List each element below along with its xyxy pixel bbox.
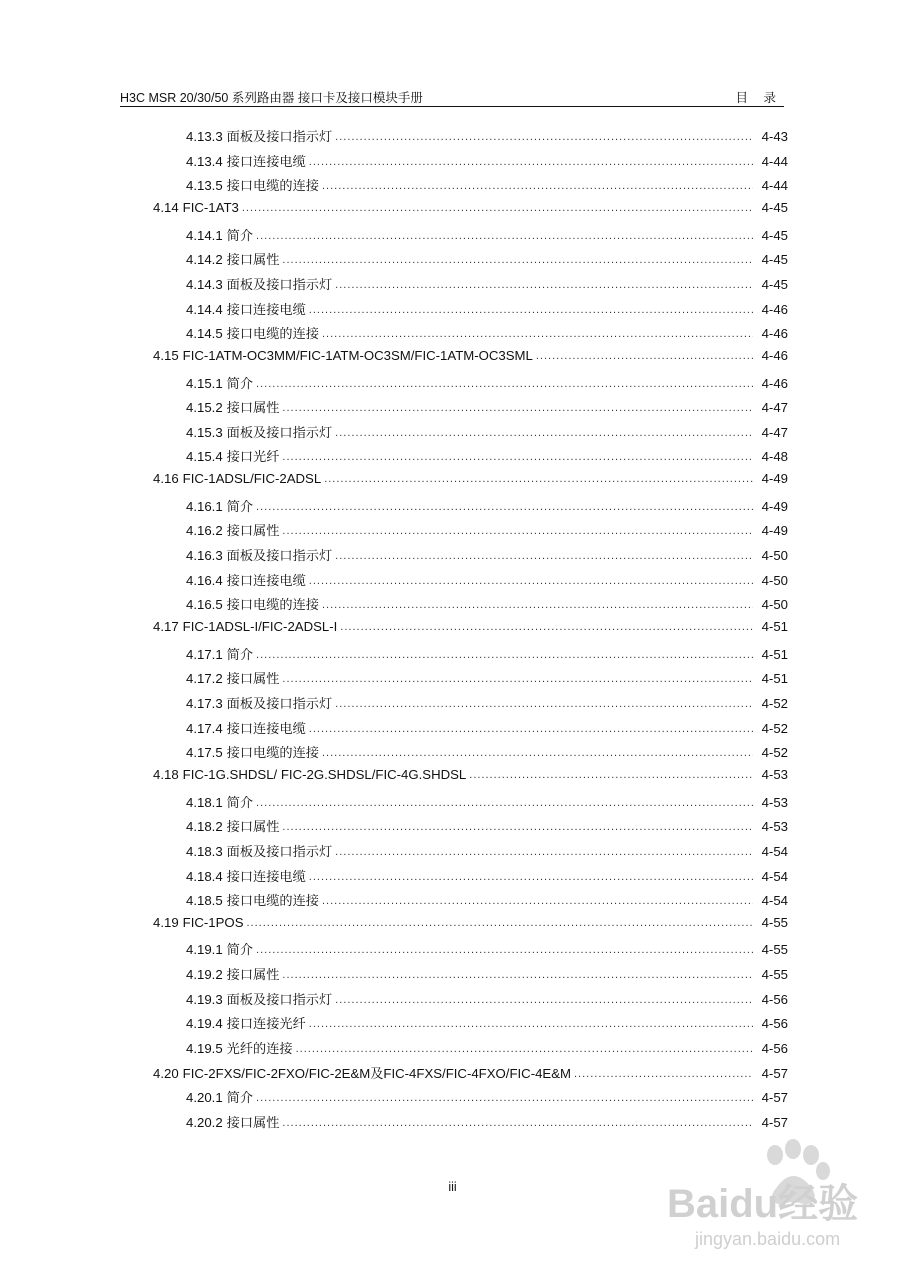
toc-entry-number: 4.19.4 (186, 1016, 223, 1032)
toc-entry-number: 4.18.5 (186, 893, 223, 909)
toc-entry[interactable] (186, 274, 788, 292)
toc-leader-dots (242, 202, 753, 214)
toc-entry-page: 4-48 (761, 449, 788, 465)
toc-entry-page: 4-55 (761, 914, 788, 930)
toc-entry-number: 4.13.4 (186, 153, 223, 169)
toc-entry-page: 4-45 (761, 252, 788, 268)
toc-entry-number: 4.18 (153, 766, 179, 782)
toc-entry[interactable] (186, 866, 788, 884)
toc-entry-page: 4-56 (761, 991, 788, 1007)
toc-entry[interactable] (186, 1112, 788, 1130)
toc-entry-number: 4.15.2 (186, 400, 223, 416)
toc-entry-number: 4.19.1 (186, 942, 223, 958)
toc-entry[interactable] (186, 545, 788, 563)
toc-entry[interactable] (186, 175, 788, 193)
toc-entry-title: 简介 (226, 942, 254, 958)
toc-entry-number: 4.14 (153, 199, 179, 215)
toc-entry[interactable] (186, 841, 788, 859)
toc-entry[interactable] (153, 200, 788, 218)
toc-entry[interactable] (153, 619, 788, 637)
toc-entry-number: 4.18.4 (186, 868, 223, 884)
toc-entry-title: 接口属性 (226, 671, 280, 687)
toc-entry-title: 简介 (226, 498, 254, 514)
toc-entry-page: 4-46 (761, 375, 788, 391)
toc-entry-title: 接口连接电缆 (226, 301, 306, 317)
toc-entry-number: 4.16 (153, 471, 179, 487)
toc-entry-number: 4.17.2 (186, 671, 223, 687)
toc-entry[interactable] (186, 816, 788, 834)
toc-entry-number: 4.19.5 (186, 1041, 223, 1057)
toc-leader-dots (282, 673, 753, 685)
toc-entry-page: 4-57 (761, 1115, 788, 1130)
toc-entry-number: 4.15 (153, 347, 179, 363)
toc-entry[interactable] (186, 939, 788, 957)
toc-entry[interactable] (186, 594, 788, 612)
toc-entry[interactable] (186, 1038, 788, 1056)
toc-entry-page: 4-49 (761, 523, 788, 539)
toc-leader-dots (256, 649, 753, 661)
toc-entry-title: FIC-1AT3 (182, 199, 239, 215)
toc-entry[interactable] (186, 989, 788, 1007)
page-number: iii (448, 1180, 457, 1194)
toc-entry-page: 4-50 (761, 548, 788, 564)
toc-entry-number: 4.16.5 (186, 597, 223, 613)
toc-entry-number: 4.14.4 (186, 301, 223, 317)
toc-entry-number: 4.15.3 (186, 424, 223, 440)
toc-entry[interactable] (186, 693, 788, 711)
toc-entry[interactable] (186, 644, 788, 662)
toc-entry-page: 4-53 (761, 766, 788, 782)
toc-leader-dots (282, 451, 753, 463)
toc-entry-page: 4-45 (761, 227, 788, 243)
header-title: H3C MSR 20/30/50 系列路由器 接口卡及接口模块手册 (120, 91, 423, 105)
toc-entry-title: 接口连接电缆 (226, 868, 306, 884)
toc-leader-dots (536, 350, 753, 362)
toc-leader-dots (322, 328, 753, 340)
toc-entry-page: 4-44 (761, 178, 788, 194)
toc-leader-dots (335, 550, 753, 562)
toc-entry-page: 4-51 (761, 646, 788, 662)
toc-entry[interactable] (186, 964, 788, 982)
toc-entry-page: 4-52 (761, 695, 788, 711)
toc-entry-page: 4-47 (761, 424, 788, 440)
toc-entry-page: 4-50 (761, 572, 788, 588)
toc-entry[interactable] (186, 151, 788, 169)
toc-leader-dots (282, 525, 753, 537)
toc-entry-title: 面板及接口指示灯 (226, 991, 333, 1007)
toc-entry-title: 接口光纤 (226, 449, 280, 465)
toc-entry-page: 4-54 (761, 868, 788, 884)
toc-entry-title: 面板及接口指示灯 (226, 129, 333, 144)
toc-leader-dots (322, 599, 753, 611)
toc-entry-title: 接口电缆的连接 (226, 597, 319, 613)
toc-entry[interactable] (186, 373, 788, 391)
toc-entry-title: FIC-1ATM-OC3MM/FIC-1ATM-OC3SM/FIC-1ATM-OC3SML (182, 347, 533, 363)
toc-entry[interactable] (153, 915, 788, 933)
toc-entry-number: 4.19.3 (186, 991, 223, 1007)
toc-entry-page: 4-45 (761, 199, 788, 215)
toc-entry-title: FIC-1POS (182, 914, 244, 930)
toc-entry-number: 4.14.3 (186, 276, 223, 292)
toc-leader-dots (574, 1068, 753, 1080)
toc-leader-dots (335, 846, 753, 858)
toc-entry[interactable] (153, 1063, 788, 1081)
toc-entry[interactable] (186, 126, 788, 144)
toc-leader-dots (324, 473, 753, 485)
toc-entry[interactable] (186, 890, 788, 908)
toc-entry-number: 4.18.1 (186, 794, 223, 810)
toc-entry[interactable] (186, 1087, 788, 1105)
toc-entry-number: 4.16.4 (186, 572, 223, 588)
toc-entry-title: 面板及接口指示灯 (226, 424, 333, 440)
toc-leader-dots (309, 575, 753, 587)
toc-entry[interactable] (186, 446, 788, 464)
toc-entry-page: 4-53 (761, 794, 788, 810)
toc-entry-number: 4.17.3 (186, 695, 223, 711)
toc-leader-dots (256, 944, 753, 956)
toc-entry[interactable] (186, 225, 788, 243)
toc-entry-page: 4-54 (761, 893, 788, 909)
toc-entry-title: 面板及接口指示灯 (226, 843, 333, 859)
toc-entry-number: 4.20.2 (186, 1115, 223, 1130)
toc-leader-dots (256, 797, 753, 809)
toc-entry-page: 4-52 (761, 745, 788, 761)
toc-leader-dots (309, 1018, 753, 1030)
toc-entry-number: 4.15.1 (186, 375, 223, 391)
toc-leader-dots (335, 427, 753, 439)
toc-entry[interactable] (186, 742, 788, 760)
toc-entry-title: FIC-2FXS/FIC-2FXO/FIC-2E&M及FIC-4FXS/FIC-4FXO/FIC-4E&M (182, 1065, 571, 1081)
toc-entry[interactable] (153, 767, 788, 785)
toc-entry-title: 简介 (226, 375, 254, 391)
toc-entry-title: 简介 (226, 646, 254, 662)
toc-entry[interactable] (186, 323, 788, 341)
toc-entry[interactable] (186, 422, 788, 440)
toc-entry-number: 4.16.3 (186, 548, 223, 564)
toc-entry-number: 4.14.1 (186, 227, 223, 243)
toc-entry-title: 接口连接电缆 (226, 720, 306, 736)
toc-leader-dots (469, 769, 753, 781)
toc-entry-page: 4-44 (761, 153, 788, 169)
toc-entry-number: 4.16.2 (186, 523, 223, 539)
toc-entry-number: 4.13.3 (186, 129, 223, 144)
toc-leader-dots (282, 254, 753, 266)
toc-entry-title: 接口电缆的连接 (226, 178, 319, 194)
toc-leader-dots (322, 895, 753, 907)
toc-entry-title: 面板及接口指示灯 (226, 548, 333, 564)
toc-entry-page: 4-49 (761, 498, 788, 514)
toc-leader-dots (296, 1043, 753, 1055)
toc-entry-number: 4.14.5 (186, 326, 223, 342)
toc-leader-dots (256, 501, 753, 513)
toc-leader-dots (335, 131, 753, 143)
header-section: 目 录 (735, 91, 782, 105)
baidu-watermark (665, 1135, 865, 1255)
toc-entry-title: 接口电缆的连接 (226, 745, 319, 761)
toc-entry[interactable] (153, 348, 788, 366)
toc-entry[interactable] (186, 496, 788, 514)
toc-leader-dots (335, 994, 753, 1006)
toc-entry-number: 4.18.2 (186, 819, 223, 835)
toc-leader-dots (309, 304, 753, 316)
toc-entry-number: 4.14.2 (186, 252, 223, 268)
toc-leader-dots (335, 698, 753, 710)
baidu-paw-logo-icon (665, 1135, 865, 1255)
toc-leader-dots (282, 1117, 753, 1129)
toc-leader-dots (247, 917, 754, 929)
toc-leader-dots (256, 378, 753, 390)
toc-entry-title: 接口属性 (226, 1115, 280, 1130)
toc-leader-dots (256, 1092, 753, 1104)
toc-entry-title: 简介 (226, 227, 254, 243)
toc-entry-page: 4-57 (761, 1065, 788, 1081)
toc-entry-title: 接口属性 (226, 523, 280, 539)
toc-entry-page: 4-53 (761, 819, 788, 835)
watermark-url: jingyan.baidu.com (695, 1229, 841, 1249)
toc-entry-page: 4-46 (761, 301, 788, 317)
toc-entry-number: 4.19.2 (186, 967, 223, 983)
toc-entry-number: 4.17.4 (186, 720, 223, 736)
toc-entry-number: 4.19 (153, 914, 179, 930)
toc-entry[interactable] (186, 299, 788, 317)
toc-entry-number: 4.15.4 (186, 449, 223, 465)
toc-entry-page: 4-56 (761, 1041, 788, 1057)
toc-entry-number: 4.17 (153, 619, 179, 634)
toc-entry[interactable] (186, 249, 788, 267)
toc-entry[interactable] (186, 397, 788, 415)
toc-entry[interactable] (186, 792, 788, 810)
toc-entry-title: 接口属性 (226, 967, 280, 983)
toc-entry-title: FIC-1G.SHDSL/ FIC-2G.SHDSL/FIC-4G.SHDSL (182, 766, 467, 782)
toc-entry-number: 4.20.1 (186, 1090, 223, 1106)
toc-entry-number: 4.18.3 (186, 843, 223, 859)
toc-entry-number: 4.13.5 (186, 178, 223, 194)
toc-entry-page: 4-50 (761, 597, 788, 613)
toc-leader-dots (282, 402, 753, 414)
toc-entry-title: 面板及接口指示灯 (226, 276, 333, 292)
toc-leader-dots (340, 621, 753, 633)
toc-entry-title: FIC-1ADSL/FIC-2ADSL (182, 471, 322, 487)
toc-entry-page: 4-55 (761, 942, 788, 958)
watermark-brand: Baidu经验 (667, 1182, 859, 1226)
toc-entry-title: 接口连接光纤 (226, 1016, 306, 1032)
toc-entry-page: 4-47 (761, 400, 788, 416)
toc-leader-dots (322, 180, 753, 192)
toc-entry-title: 接口连接电缆 (226, 572, 306, 588)
toc-entry-title: 接口电缆的连接 (226, 893, 319, 909)
toc-entry-page: 4-52 (761, 720, 788, 736)
toc-entry-page: 4-51 (761, 671, 788, 687)
toc-entry-title: FIC-1ADSL-I/FIC-2ADSL-I (182, 619, 338, 634)
toc-entry-title: 面板及接口指示灯 (226, 695, 333, 711)
toc-entry-title: 简介 (226, 794, 254, 810)
toc-entry-title: 接口属性 (226, 400, 280, 416)
toc-leader-dots (335, 279, 753, 291)
toc-entry-page: 4-55 (761, 967, 788, 983)
toc-leader-dots (282, 969, 753, 981)
toc-entry-page: 4-57 (761, 1090, 788, 1106)
toc-entry[interactable] (186, 668, 788, 686)
toc-entry-number: 4.20 (153, 1065, 179, 1081)
toc-entry-title: 接口属性 (226, 819, 280, 835)
toc-leader-dots (309, 723, 753, 735)
toc-entry[interactable] (186, 520, 788, 538)
toc-leader-dots (309, 871, 753, 883)
toc-entry-page: 4-54 (761, 843, 788, 859)
toc-leader-dots (282, 821, 753, 833)
toc-leader-dots (309, 156, 753, 168)
toc-entry-number: 4.17.1 (186, 646, 223, 662)
toc-entry[interactable] (153, 471, 788, 489)
toc-entry[interactable] (186, 718, 788, 736)
toc-entry-title: 光纤的连接 (226, 1041, 293, 1057)
toc-entry-page: 4-49 (761, 471, 788, 487)
toc-entry-number: 4.17.5 (186, 745, 223, 761)
toc-entry-page: 4-56 (761, 1016, 788, 1032)
toc-leader-dots (322, 747, 753, 759)
toc-entry[interactable] (186, 1013, 788, 1031)
toc-entry-title: 接口属性 (226, 252, 280, 268)
toc-entry-title: 接口电缆的连接 (226, 326, 319, 342)
toc-entry-number: 4.16.1 (186, 498, 223, 514)
toc-entry-page: 4-46 (761, 326, 788, 342)
toc-entry-title: 接口连接电缆 (226, 153, 306, 169)
page-header (120, 86, 784, 107)
toc-entry-page: 4-43 (761, 129, 788, 144)
toc-entry[interactable] (186, 570, 788, 588)
toc-entry-page: 4-46 (761, 347, 788, 363)
toc-entry-page: 4-45 (761, 276, 788, 292)
toc-entry-title: 简介 (226, 1090, 254, 1106)
toc-entry-page: 4-51 (761, 619, 788, 634)
toc-leader-dots (256, 230, 753, 242)
